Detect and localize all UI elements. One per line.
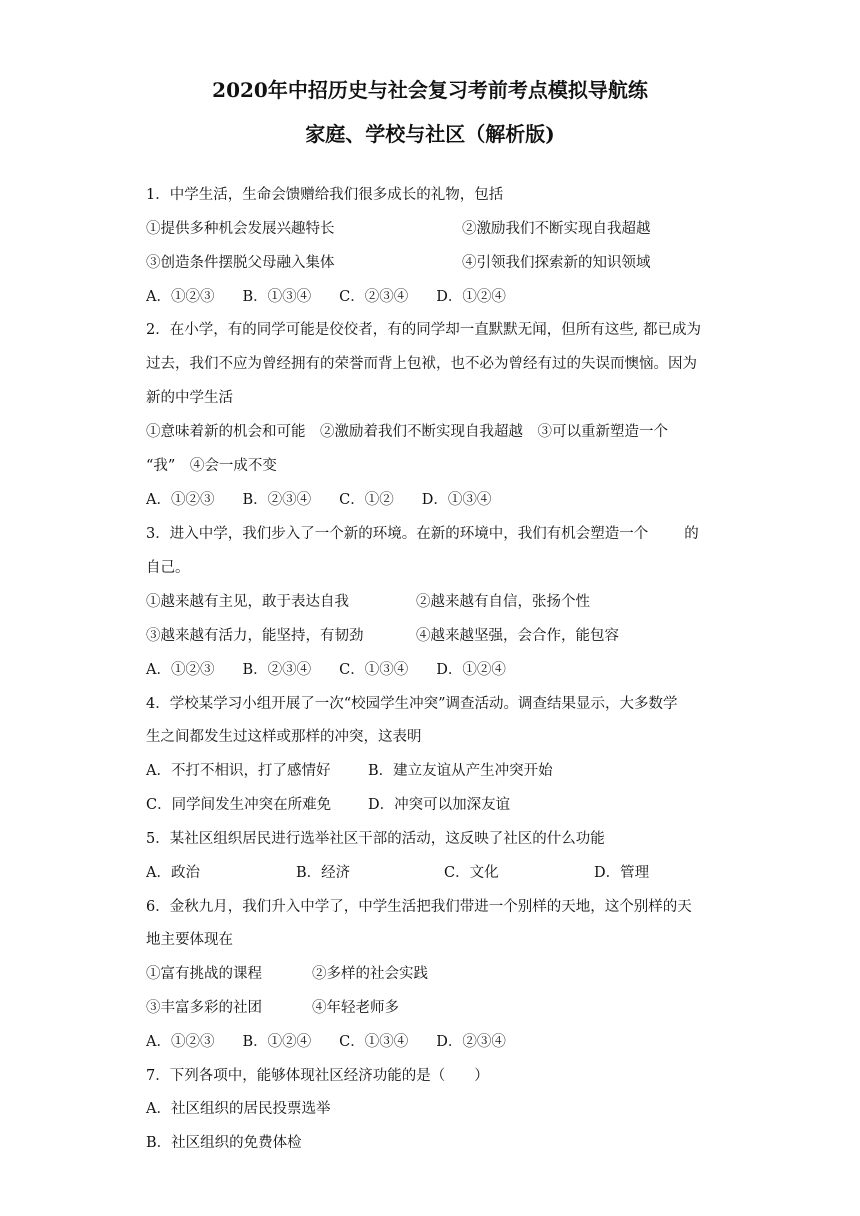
q7-option-b: B．社区组织的免费体检 xyxy=(146,1135,302,1151)
q3-statement-1: ①越来越有主见，敢于表达自我 xyxy=(146,594,349,610)
q6-options xyxy=(146,1032,534,1052)
q3-statement-4: ④越来越坚强，会合作，能包容 xyxy=(416,628,619,644)
q3-stem-text: 3．进入中学，我们步入了一个新的环境。在新的环境中，我们有机会塑造一个 xyxy=(146,526,649,542)
q3-stem-line-1 xyxy=(146,524,699,544)
q3-option-c: C．①③④ xyxy=(339,662,409,678)
q3-options xyxy=(146,660,534,680)
q1-option-c: C．②③④ xyxy=(339,289,409,305)
document-subtitle: 家庭、学校与社区（解析版) xyxy=(305,122,555,146)
q1-statement-4: ④引领我们探索新的知识领域 xyxy=(462,255,651,271)
q4-option-d: D．冲突可以加深友谊 xyxy=(368,797,511,813)
q6-statement-4: ④年轻老师多 xyxy=(312,1000,399,1016)
q6-option-a: A．①②③ xyxy=(146,1034,215,1050)
q1-option-b: B．①③④ xyxy=(242,289,312,305)
q2-option-d: D．①③④ xyxy=(421,492,492,508)
q1-option-a: A．①②③ xyxy=(146,289,215,305)
q3-statement-3: ③越来越有活力，能坚持，有韧劲 xyxy=(146,628,364,644)
q1-option-d: D．①②④ xyxy=(436,289,506,305)
q6-option-d: D．②③④ xyxy=(436,1034,506,1050)
q7-stem: 7．下列各项中，能够体现社区经济功能的是（ ） xyxy=(146,1068,489,1084)
q6-statement-2: ②多样的社会实践 xyxy=(312,966,428,982)
q3-stem-end: 的 xyxy=(684,526,699,542)
q6-stem-line-2: 地主要体现在 xyxy=(146,932,233,948)
q3-stem-line-2: 自己。 xyxy=(146,560,190,576)
q2-stem-line-2: 过去，我们不应为曾经拥有的荣誉而背上包袱，也不必为曾经有过的失误而懊恼。因为 xyxy=(146,356,697,372)
q4-option-a: A．不打不相识，打了感情好 xyxy=(146,763,331,779)
q2-statements-line-1: ①意味着新的机会和可能 ②激励着我们不断实现自我超越 ③可以重新塑造一个 xyxy=(146,424,668,440)
q2-options xyxy=(146,490,519,510)
q6-option-c: C．①③④ xyxy=(339,1034,409,1050)
q1-statement-1: ①提供多种机会发展兴趣特长 xyxy=(146,221,335,237)
q5-option-d: D．管理 xyxy=(594,865,650,881)
q3-option-d: D．①②④ xyxy=(436,662,506,678)
q6-stem-line-1: 6．金秋九月，我们升入中学了，中学生活把我们带进一个别样的天地，这个别样的天 xyxy=(146,899,692,915)
q5-stem: 5．某社区组织居民进行选举社区干部的活动，这反映了社区的什么功能 xyxy=(146,831,605,847)
q5-option-a: A．政治 xyxy=(146,865,200,881)
q2-stem-line-3: 新的中学生活 xyxy=(146,390,233,406)
q4-option-b: B．建立友谊从产生冲突开始 xyxy=(368,763,553,779)
q2-option-b: B．②③④ xyxy=(242,492,312,508)
q3-option-b: B．②③④ xyxy=(242,662,312,678)
q5-option-c: C．文化 xyxy=(444,865,499,881)
q6-option-b: B．①②④ xyxy=(242,1034,312,1050)
q2-option-c: C．①② xyxy=(339,492,394,508)
document-title: 2020年中招历史与社会复习考前考点模拟导航练 xyxy=(212,78,648,102)
q3-option-a: A．①②③ xyxy=(146,662,215,678)
q1-statement-3: ③创造条件摆脱父母融入集体 xyxy=(146,255,335,271)
q7-option-a: A．社区组织的居民投票选举 xyxy=(146,1101,331,1117)
q1-options xyxy=(146,287,534,307)
q6-statement-1: ①富有挑战的课程 xyxy=(146,966,262,982)
q4-stem-line-1: 4．学校某学习小组开展了一次“校园学生冲突”调查活动。调查结果显示，大多数学 xyxy=(146,696,678,712)
q2-option-a: A．①②③ xyxy=(146,492,215,508)
q3-statement-2: ②越来越有自信，张扬个性 xyxy=(416,594,590,610)
q6-statement-3: ③丰富多彩的社团 xyxy=(146,1000,262,1016)
q2-stem-line-1: 2．在小学，有的同学可能是佼佼者，有的同学却一直默默无闻，但所有这些, 都已成为 xyxy=(146,322,701,338)
q1-stem: 1．中学生活，生命会馈赠给我们很多成长的礼物，包括 xyxy=(146,187,504,203)
q2-statements-line-2: “我” ④会一成不变 xyxy=(146,458,277,474)
q4-option-c: C．同学间发生冲突在所难免 xyxy=(146,797,332,813)
q5-option-b: B．经济 xyxy=(296,865,351,881)
q1-statement-2: ②激励我们不断实现自我超越 xyxy=(462,221,651,237)
q4-stem-line-2: 生之间都发生过这样或那样的冲突，这表明 xyxy=(146,729,422,745)
